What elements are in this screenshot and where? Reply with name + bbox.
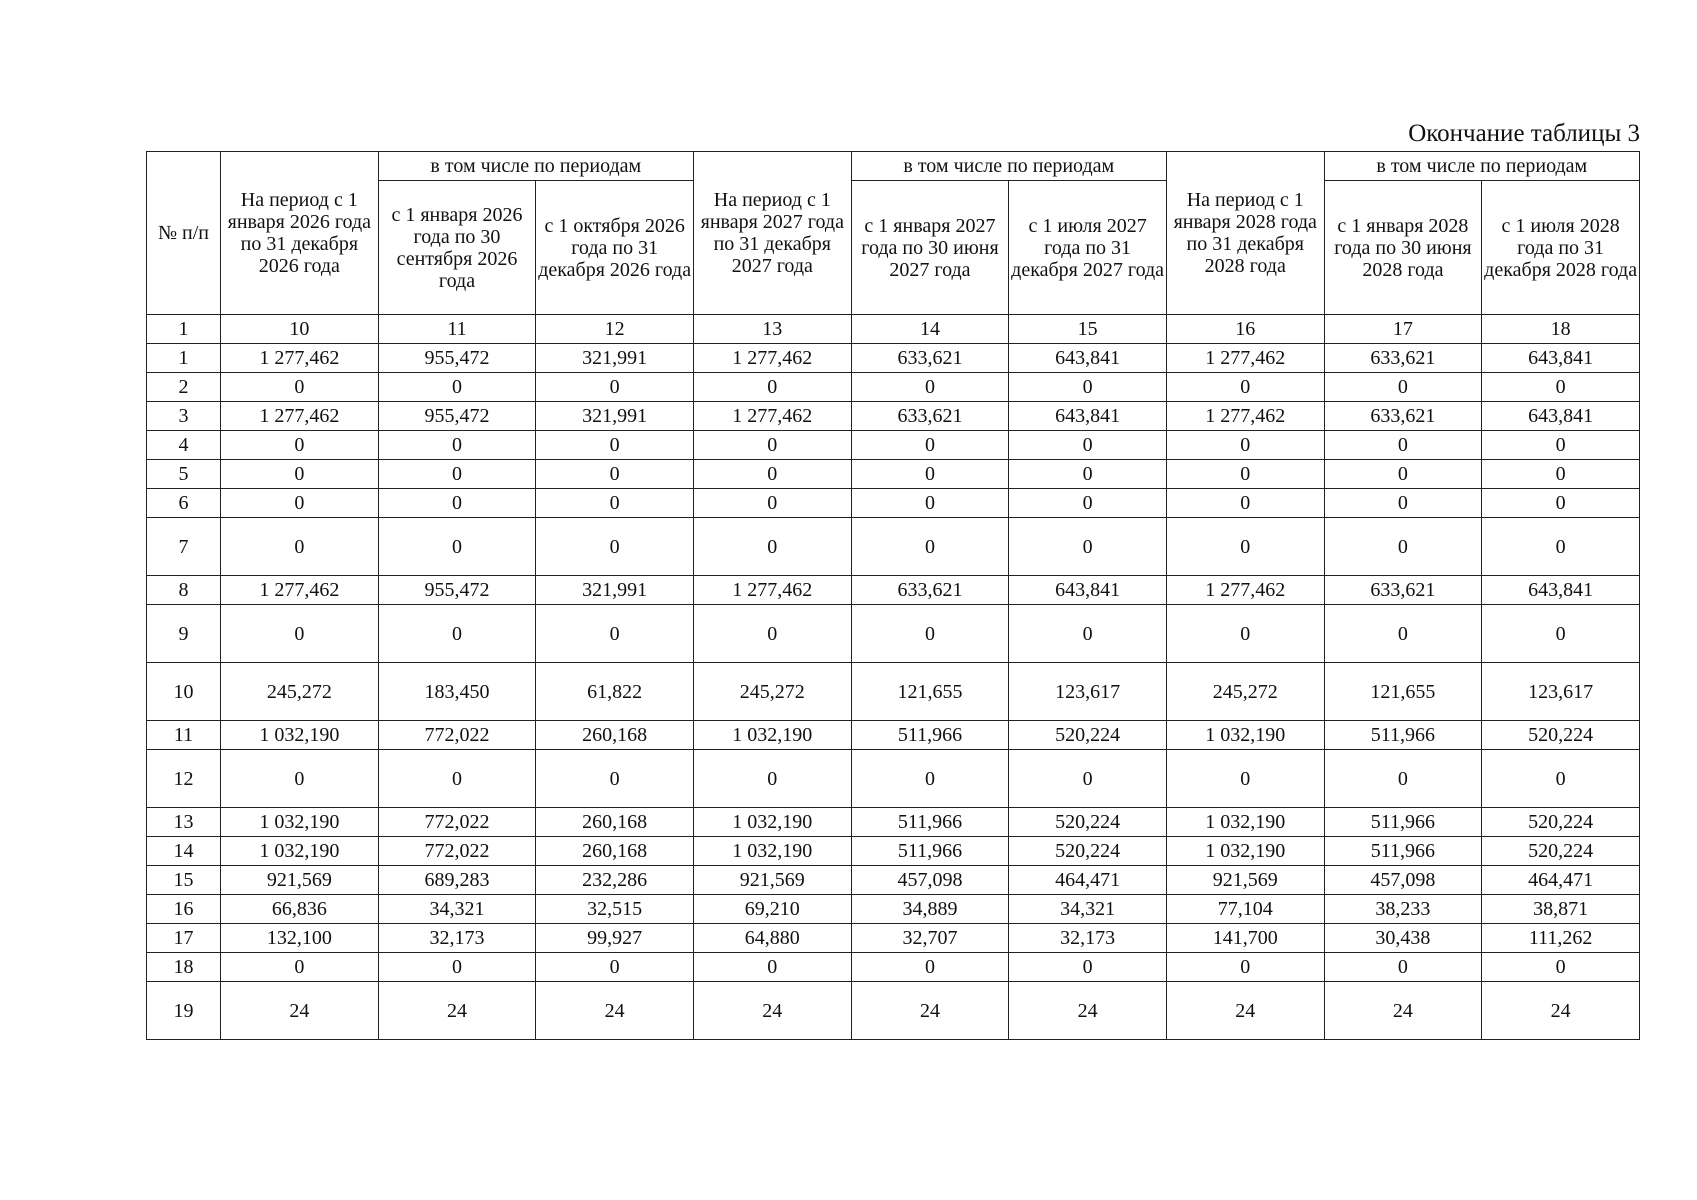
value-cell: 0	[1009, 460, 1167, 489]
value-cell: 321,991	[536, 576, 694, 605]
value-cell: 69,210	[693, 895, 851, 924]
value-cell: 24	[1324, 982, 1482, 1040]
value-cell: 643,841	[1009, 576, 1167, 605]
header-period-2027-1: с 1 января 2027 года по 30 июня 2027 года	[851, 181, 1009, 315]
value-cell: 0	[378, 750, 536, 808]
column-number: 17	[1324, 315, 1482, 344]
column-number: 11	[378, 315, 536, 344]
column-number: 16	[1166, 315, 1324, 344]
value-cell: 0	[851, 489, 1009, 518]
value-cell: 520,224	[1482, 837, 1640, 866]
row-number-cell: 14	[147, 837, 221, 866]
value-cell: 0	[851, 953, 1009, 982]
value-cell: 633,621	[851, 402, 1009, 431]
value-cell: 0	[536, 750, 694, 808]
column-number: 13	[693, 315, 851, 344]
value-cell: 0	[378, 431, 536, 460]
value-cell: 0	[1482, 750, 1640, 808]
value-cell: 0	[1482, 489, 1640, 518]
value-cell: 0	[221, 518, 379, 576]
value-cell: 0	[1166, 489, 1324, 518]
value-cell: 955,472	[378, 576, 536, 605]
value-cell: 0	[1166, 605, 1324, 663]
value-cell: 0	[1482, 518, 1640, 576]
value-cell: 1 277,462	[693, 576, 851, 605]
table-row	[147, 721, 1640, 750]
value-cell: 0	[536, 431, 694, 460]
row-number-cell: 17	[147, 924, 221, 953]
value-cell: 0	[536, 953, 694, 982]
value-cell: 24	[536, 982, 694, 1040]
table-row	[147, 402, 1640, 431]
value-cell: 24	[221, 982, 379, 1040]
value-cell: 1 277,462	[1166, 576, 1324, 605]
value-cell: 183,450	[378, 663, 536, 721]
table-row	[147, 837, 1640, 866]
value-cell: 633,621	[1324, 576, 1482, 605]
header-year-2026: На период с 1 января 2026 года по 31 декабря 2026 года	[221, 152, 379, 315]
column-number: 15	[1009, 315, 1167, 344]
value-cell: 633,621	[1324, 344, 1482, 373]
value-cell: 643,841	[1009, 402, 1167, 431]
row-number-cell: 8	[147, 576, 221, 605]
value-cell: 464,471	[1482, 866, 1640, 895]
value-cell: 0	[221, 460, 379, 489]
value-cell: 32,515	[536, 895, 694, 924]
value-cell: 34,889	[851, 895, 1009, 924]
value-cell: 245,272	[1166, 663, 1324, 721]
value-cell: 24	[1166, 982, 1324, 1040]
value-cell: 0	[1324, 605, 1482, 663]
header-period-2026-1: с 1 января 2026 года по 30 сентября 2026 года	[378, 181, 536, 315]
value-cell: 0	[1482, 431, 1640, 460]
value-cell: 0	[1324, 460, 1482, 489]
row-number-cell: 10	[147, 663, 221, 721]
header-period-2028-1: с 1 января 2028 года по 30 июня 2028 года	[1324, 181, 1482, 315]
value-cell: 0	[1009, 518, 1167, 576]
header-period-2028-2: с 1 июля 2028 года по 31 декабря 2028 года	[1482, 181, 1640, 315]
value-cell: 0	[1166, 373, 1324, 402]
value-cell: 0	[1009, 373, 1167, 402]
value-cell: 0	[851, 518, 1009, 576]
value-cell: 24	[1482, 982, 1640, 1040]
value-cell: 141,700	[1166, 924, 1324, 953]
value-cell: 0	[693, 460, 851, 489]
value-cell: 921,569	[221, 866, 379, 895]
value-cell: 1 277,462	[221, 576, 379, 605]
value-cell: 921,569	[693, 866, 851, 895]
value-cell: 1 032,190	[693, 837, 851, 866]
value-cell: 0	[851, 431, 1009, 460]
table-row	[147, 924, 1640, 953]
value-cell: 921,569	[1166, 866, 1324, 895]
column-number: 18	[1482, 315, 1640, 344]
value-cell: 34,321	[378, 895, 536, 924]
value-cell: 0	[1166, 518, 1324, 576]
table-row	[147, 576, 1640, 605]
row-number-cell: 19	[147, 982, 221, 1040]
value-cell: 772,022	[378, 837, 536, 866]
header-subgroup-2027: в том числе по периодам	[851, 152, 1166, 181]
value-cell: 0	[1166, 750, 1324, 808]
header-period-2027-2: с 1 июля 2027 года по 31 декабря 2027 года	[1009, 181, 1167, 315]
header-period-2026-2: с 1 октября 2026 года по 31 декабря 2026 года	[536, 181, 694, 315]
value-cell: 111,262	[1482, 924, 1640, 953]
value-cell: 0	[851, 460, 1009, 489]
value-cell: 511,966	[1324, 721, 1482, 750]
header-year-2028: На период с 1 января 2028 года по 31 декабря 2028 года	[1166, 152, 1324, 315]
value-cell: 457,098	[1324, 866, 1482, 895]
row-number-cell: 4	[147, 431, 221, 460]
value-cell: 0	[221, 750, 379, 808]
value-cell: 0	[536, 460, 694, 489]
value-cell: 321,991	[536, 344, 694, 373]
value-cell: 1 032,190	[1166, 808, 1324, 837]
value-cell: 0	[1324, 431, 1482, 460]
table-row	[147, 431, 1640, 460]
value-cell: 464,471	[1009, 866, 1167, 895]
value-cell: 64,880	[693, 924, 851, 953]
value-cell: 260,168	[536, 808, 694, 837]
value-cell: 772,022	[378, 721, 536, 750]
value-cell: 955,472	[378, 402, 536, 431]
row-number-cell: 1	[147, 344, 221, 373]
value-cell: 99,927	[536, 924, 694, 953]
value-cell: 0	[1009, 489, 1167, 518]
value-cell: 520,224	[1482, 808, 1640, 837]
row-number-cell: 12	[147, 750, 221, 808]
row-number-cell: 6	[147, 489, 221, 518]
value-cell: 643,841	[1482, 402, 1640, 431]
value-cell: 132,100	[221, 924, 379, 953]
value-cell: 24	[378, 982, 536, 1040]
value-cell: 643,841	[1009, 344, 1167, 373]
value-cell: 0	[851, 373, 1009, 402]
column-number: 1	[147, 315, 221, 344]
value-cell: 0	[221, 605, 379, 663]
table-row	[147, 518, 1640, 576]
value-cell: 0	[693, 518, 851, 576]
value-cell: 520,224	[1009, 721, 1167, 750]
table-row	[147, 605, 1640, 663]
value-cell: 0	[536, 518, 694, 576]
header-year-2027: На период с 1 января 2027 года по 31 декабря 2027 года	[693, 152, 851, 315]
table-row	[147, 663, 1640, 721]
value-cell: 0	[693, 605, 851, 663]
value-cell: 0	[378, 460, 536, 489]
value-cell: 260,168	[536, 837, 694, 866]
value-cell: 511,966	[851, 808, 1009, 837]
column-number-row	[147, 315, 1640, 344]
value-cell: 121,655	[851, 663, 1009, 721]
value-cell: 1 032,190	[693, 721, 851, 750]
value-cell: 1 032,190	[1166, 721, 1324, 750]
value-cell: 0	[1482, 373, 1640, 402]
row-number-cell: 7	[147, 518, 221, 576]
column-number: 12	[536, 315, 694, 344]
table-row	[147, 895, 1640, 924]
table-row	[147, 982, 1640, 1040]
data-table	[146, 151, 1640, 1040]
column-number: 14	[851, 315, 1009, 344]
value-cell: 245,272	[221, 663, 379, 721]
value-cell: 0	[693, 953, 851, 982]
value-cell: 0	[378, 605, 536, 663]
row-number-cell: 13	[147, 808, 221, 837]
table-caption: Окончание таблицы 3	[1408, 120, 1640, 147]
table-row	[147, 460, 1640, 489]
value-cell: 0	[221, 489, 379, 518]
value-cell: 24	[1009, 982, 1167, 1040]
value-cell: 0	[1324, 489, 1482, 518]
value-cell: 0	[378, 373, 536, 402]
value-cell: 0	[1009, 605, 1167, 663]
header-subgroup-2026: в том числе по периодам	[378, 152, 693, 181]
table-row	[147, 344, 1640, 373]
value-cell: 0	[1009, 750, 1167, 808]
value-cell: 0	[693, 373, 851, 402]
row-number-cell: 2	[147, 373, 221, 402]
value-cell: 511,966	[851, 837, 1009, 866]
value-cell: 34,321	[1009, 895, 1167, 924]
value-cell: 511,966	[851, 721, 1009, 750]
value-cell: 1 277,462	[1166, 402, 1324, 431]
value-cell: 0	[851, 750, 1009, 808]
value-cell: 1 032,190	[221, 808, 379, 837]
value-cell: 0	[693, 489, 851, 518]
value-cell: 643,841	[1482, 344, 1640, 373]
value-cell: 689,283	[378, 866, 536, 895]
value-cell: 260,168	[536, 721, 694, 750]
value-cell: 1 032,190	[221, 837, 379, 866]
value-cell: 0	[221, 953, 379, 982]
value-cell: 32,707	[851, 924, 1009, 953]
value-cell: 0	[1324, 750, 1482, 808]
value-cell: 0	[378, 489, 536, 518]
value-cell: 0	[1324, 518, 1482, 576]
value-cell: 1 277,462	[221, 344, 379, 373]
value-cell: 0	[1482, 460, 1640, 489]
table-row	[147, 750, 1640, 808]
value-cell: 1 277,462	[693, 344, 851, 373]
table-row	[147, 808, 1640, 837]
value-cell: 0	[536, 489, 694, 518]
row-number-cell: 9	[147, 605, 221, 663]
value-cell: 245,272	[693, 663, 851, 721]
value-cell: 77,104	[1166, 895, 1324, 924]
value-cell: 0	[378, 518, 536, 576]
table-row	[147, 489, 1640, 518]
value-cell: 24	[693, 982, 851, 1040]
value-cell: 0	[693, 431, 851, 460]
value-cell: 0	[1009, 431, 1167, 460]
value-cell: 633,621	[1324, 402, 1482, 431]
value-cell: 0	[851, 605, 1009, 663]
value-cell: 1 277,462	[1166, 344, 1324, 373]
value-cell: 38,233	[1324, 895, 1482, 924]
table-row	[147, 866, 1640, 895]
value-cell: 123,617	[1009, 663, 1167, 721]
value-cell: 121,655	[1324, 663, 1482, 721]
value-cell: 0	[1166, 953, 1324, 982]
row-number-cell: 11	[147, 721, 221, 750]
value-cell: 61,822	[536, 663, 694, 721]
value-cell: 520,224	[1009, 808, 1167, 837]
header-subgroup-2028: в том числе по периодам	[1324, 152, 1639, 181]
value-cell: 38,871	[1482, 895, 1640, 924]
value-cell: 1 277,462	[221, 402, 379, 431]
value-cell: 457,098	[851, 866, 1009, 895]
value-cell: 511,966	[1324, 808, 1482, 837]
value-cell: 520,224	[1482, 721, 1640, 750]
row-number-cell: 18	[147, 953, 221, 982]
value-cell: 0	[536, 605, 694, 663]
value-cell: 30,438	[1324, 924, 1482, 953]
value-cell: 1 032,190	[693, 808, 851, 837]
value-cell: 0	[1166, 460, 1324, 489]
value-cell: 633,621	[851, 344, 1009, 373]
value-cell: 772,022	[378, 808, 536, 837]
value-cell: 0	[378, 953, 536, 982]
value-cell: 955,472	[378, 344, 536, 373]
value-cell: 232,286	[536, 866, 694, 895]
value-cell: 0	[1166, 431, 1324, 460]
value-cell: 123,617	[1482, 663, 1640, 721]
value-cell: 0	[221, 373, 379, 402]
value-cell: 0	[221, 431, 379, 460]
value-cell: 321,991	[536, 402, 694, 431]
row-number-cell: 5	[147, 460, 221, 489]
value-cell: 0	[1009, 953, 1167, 982]
value-cell: 1 032,190	[1166, 837, 1324, 866]
value-cell: 0	[1482, 953, 1640, 982]
row-number-cell: 16	[147, 895, 221, 924]
value-cell: 0	[1324, 373, 1482, 402]
table-row	[147, 373, 1640, 402]
value-cell: 24	[851, 982, 1009, 1040]
header-num: № п/п	[147, 152, 221, 315]
value-cell: 633,621	[851, 576, 1009, 605]
value-cell: 1 277,462	[693, 402, 851, 431]
value-cell: 0	[1482, 605, 1640, 663]
value-cell: 66,836	[221, 895, 379, 924]
value-cell: 0	[693, 750, 851, 808]
value-cell: 0	[536, 373, 694, 402]
table-row	[147, 953, 1640, 982]
column-number: 10	[221, 315, 379, 344]
value-cell: 511,966	[1324, 837, 1482, 866]
row-number-cell: 15	[147, 866, 221, 895]
row-number-cell: 3	[147, 402, 221, 431]
value-cell: 520,224	[1009, 837, 1167, 866]
value-cell: 32,173	[1009, 924, 1167, 953]
header-row-groups	[147, 152, 1640, 181]
table-body	[147, 152, 1640, 1040]
value-cell: 32,173	[378, 924, 536, 953]
value-cell: 0	[1324, 953, 1482, 982]
value-cell: 643,841	[1482, 576, 1640, 605]
value-cell: 1 032,190	[221, 721, 379, 750]
